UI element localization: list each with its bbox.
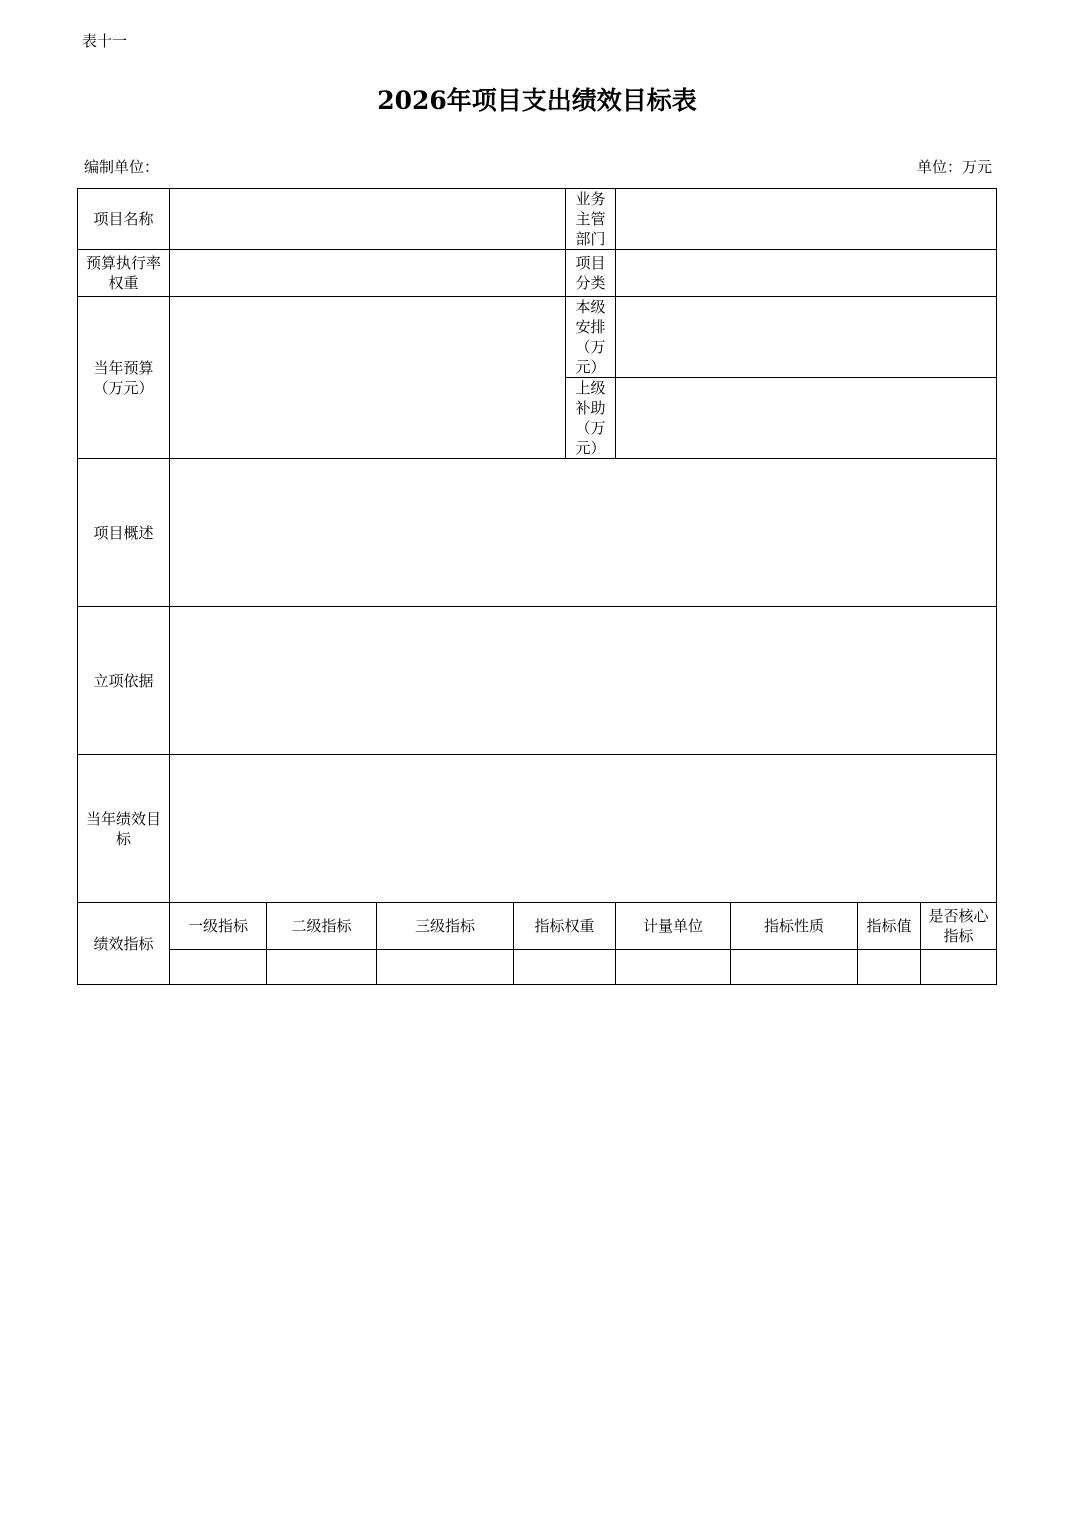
indicator-entry-cell[interactable] [858, 950, 921, 985]
indicator-header-cell: 计量单位 [616, 903, 731, 950]
indicator-header-cell: 指标性质 [731, 903, 858, 950]
row-annual-goal [78, 755, 997, 903]
row-project-name [78, 189, 997, 250]
annual-budget-label: 当年预算（万元） [78, 297, 170, 459]
indicator-header-cell: 是否核心指标 [921, 903, 997, 950]
annual-goal-label: 当年绩效目标 [78, 755, 170, 903]
indicator-entry-row [78, 950, 997, 985]
execution-rate-weight-value[interactable] [170, 250, 566, 297]
project-category-label: 项目分类 [566, 250, 616, 297]
local-allocation-label: 本级安排（万元） [566, 297, 616, 378]
project-overview-value[interactable] [170, 459, 997, 607]
project-category-value[interactable] [616, 250, 997, 297]
project-name-label: 项目名称 [78, 189, 170, 250]
superior-subsidy-value[interactable] [616, 378, 997, 459]
project-basis-label: 立项依据 [78, 607, 170, 755]
prepared-by-label: 编制单位： [84, 158, 160, 176]
indicator-entry-cell[interactable] [267, 950, 377, 985]
project-overview-label: 项目概述 [78, 459, 170, 607]
performance-target-table [77, 188, 997, 985]
indicators-label: 绩效指标 [78, 903, 170, 985]
row-project-basis [78, 607, 997, 755]
supervising-dept-value[interactable] [616, 189, 997, 250]
supervising-dept-label: 业务主管部门 [566, 189, 616, 250]
indicator-header-cell: 指标值 [858, 903, 921, 950]
unit-label: 单位：万元 [916, 158, 992, 176]
indicator-header-row [78, 903, 997, 950]
page-title: 2026年项目支出绩效目标表 [377, 86, 697, 115]
annual-goal-value[interactable] [170, 755, 997, 903]
row-project-overview [78, 459, 997, 607]
indicator-header-cell: 二级指标 [267, 903, 377, 950]
row-annual-budget [78, 297, 997, 378]
project-basis-value[interactable] [170, 607, 997, 755]
row-execution-weight [78, 250, 997, 297]
indicator-entry-cell[interactable] [170, 950, 267, 985]
superior-subsidy-label: 上级补助（万元） [566, 378, 616, 459]
project-name-value[interactable] [170, 189, 566, 250]
execution-rate-weight-label: 预算执行率权重 [78, 250, 170, 297]
indicator-entry-cell[interactable] [616, 950, 731, 985]
indicator-header-cell: 指标权重 [514, 903, 616, 950]
annual-budget-value[interactable] [170, 297, 566, 459]
indicator-entry-cell[interactable] [731, 950, 858, 985]
indicator-header-cell: 三级指标 [377, 903, 514, 950]
indicator-entry-cell[interactable] [514, 950, 616, 985]
indicator-entry-cell[interactable] [377, 950, 514, 985]
table-number: 表十一 [82, 32, 128, 50]
indicator-entry-cell[interactable] [921, 950, 997, 985]
local-allocation-value[interactable] [616, 297, 997, 378]
indicator-header-cell: 一级指标 [170, 903, 267, 950]
